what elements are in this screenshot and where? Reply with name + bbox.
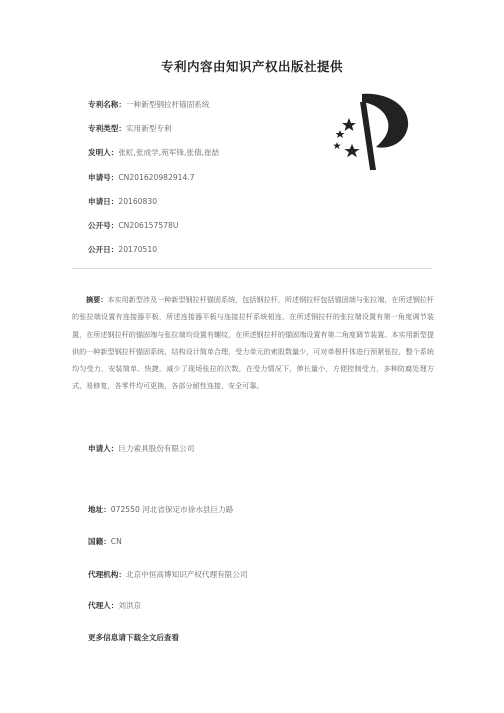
info-value: 巨力索具股份有限公司 [118, 444, 195, 453]
meta-label: 公开号 [88, 221, 111, 230]
info-label: 国籍 [88, 537, 104, 546]
meta-label: 发明人 [88, 148, 111, 157]
section-divider [72, 268, 432, 269]
meta-row-patent-type: 专利类型：实用新型专利 [88, 124, 172, 133]
info-value: 072550 河北省保定市徐水县巨力路 [110, 505, 234, 514]
meta-value: 20160830 [118, 197, 158, 206]
info-label: 代理机构 [88, 570, 119, 579]
info-value: 北京中恒高博知识产权代理有限公司 [125, 570, 248, 579]
meta-value: 张虹,张成学,苑军锋,张倩,崔喆 [118, 148, 220, 157]
meta-label: 公开日 [88, 245, 111, 254]
info-value: 刘洪京 [118, 601, 142, 610]
page-title: 专利内容由知识产权出版社提供 [160, 59, 343, 74]
info-label: 代理人 [88, 601, 111, 610]
meta-row-application-number: 申请号：CN201620982914.7 [88, 173, 195, 182]
meta-label: 专利类型 [88, 124, 119, 133]
meta-value: 实用新型专利 [125, 124, 172, 133]
meta-row-publication-date: 公开日：20170510 [88, 245, 158, 254]
meta-label: 专利名称 [88, 100, 119, 109]
info-row-agency: 代理机构：北京中恒高博知识产权代理有限公司 [88, 570, 248, 579]
info-row-address: 地址：072550 河北省保定市徐水县巨力路 [88, 505, 234, 514]
meta-row-publication-number: 公开号：CN206157578U [88, 221, 179, 230]
info-row-applicant: 申请人：巨力索具股份有限公司 [88, 444, 195, 453]
abstract-text: 本实用新型涉及一种新型钢拉杆锚固系统，包括钢拉杆，所述钢拉杆包括锚固端与张拉端，在所述钢拉杆的张拉端设置有连接器平板，所述连接器平板与连接拉杆系统相连，在所述钢拉杆的张拉端设置有第一角度调节装置，在所述钢拉杆的锚固端与张拉端均设置有螺纹，在所述钢拉杆的锚固端设置有第二角度调节装置。本实用新型提供的一种新型钢拉杆锚固系统，结构设计简单合理，受力单元的索股数量少，可对单根杆体进行预紧张拉，整个系统均匀受力，安装简单、快捷，减少了现场张拉的次数，在受力情况下，伸长量小，方便控制受力，多种防腐处理方式，易修复，各零件均可更换，各部分耐性连接，安全可靠。 [72, 295, 435, 391]
meta-value: 20170510 [118, 245, 158, 254]
info-row-agent: 代理人：刘洪京 [88, 601, 142, 610]
meta-row-patent-name: 专利名称：一种新型钢拉杆锚固系统 [88, 100, 210, 109]
meta-label: 申请号 [88, 173, 111, 182]
meta-value: CN206157578U [118, 221, 179, 230]
info-label: 申请人 [88, 444, 111, 453]
info-label: 地址 [88, 505, 104, 514]
meta-label: 申请日 [88, 197, 111, 206]
info-row-nationality: 国籍：CN [88, 537, 122, 546]
meta-value: 一种新型钢拉杆锚固系统 [125, 100, 210, 109]
info-value: CN [110, 537, 122, 546]
abstract-label: 摘要 [86, 295, 101, 304]
meta-row-inventors: 发明人：张虹,张成学,苑军锋,张倩,崔喆 [88, 148, 220, 157]
abstract-paragraph: 摘要：本实用新型涉及一种新型钢拉杆锚固系统，包括钢拉杆，所述钢拉杆包括锚固端与张拉端，在所述钢拉杆的张拉端设置有连接器平板，所述连接器平板与连接拉杆系统相连，在所述钢拉杆的张拉端设置有第一角度调节装置，在所述钢拉杆的锚固端与张拉端均设置有螺纹，在所述钢拉杆的锚固端设置有第二角度调节装置。本实用新型提供的一种新型钢拉杆锚固系统，结构设计简单合理，受力单元的索股数量少，可对单根杆体进行预紧张拉，整个系统均匀受力，安装简单、快捷，减少了现场张拉的次数，在受力情况下，伸长量小，方便控制受力，多种防腐处理方式，易修复，各零件均可更换，各部分耐性连接，安全可靠。 [72, 295, 435, 391]
download-more-link[interactable]: 更多信息请下载全文后查看 [88, 633, 180, 642]
sipo-logo-icon [318, 92, 418, 172]
meta-value: CN201620982914.7 [118, 173, 195, 182]
meta-row-application-date: 申请日：20160830 [88, 197, 158, 206]
